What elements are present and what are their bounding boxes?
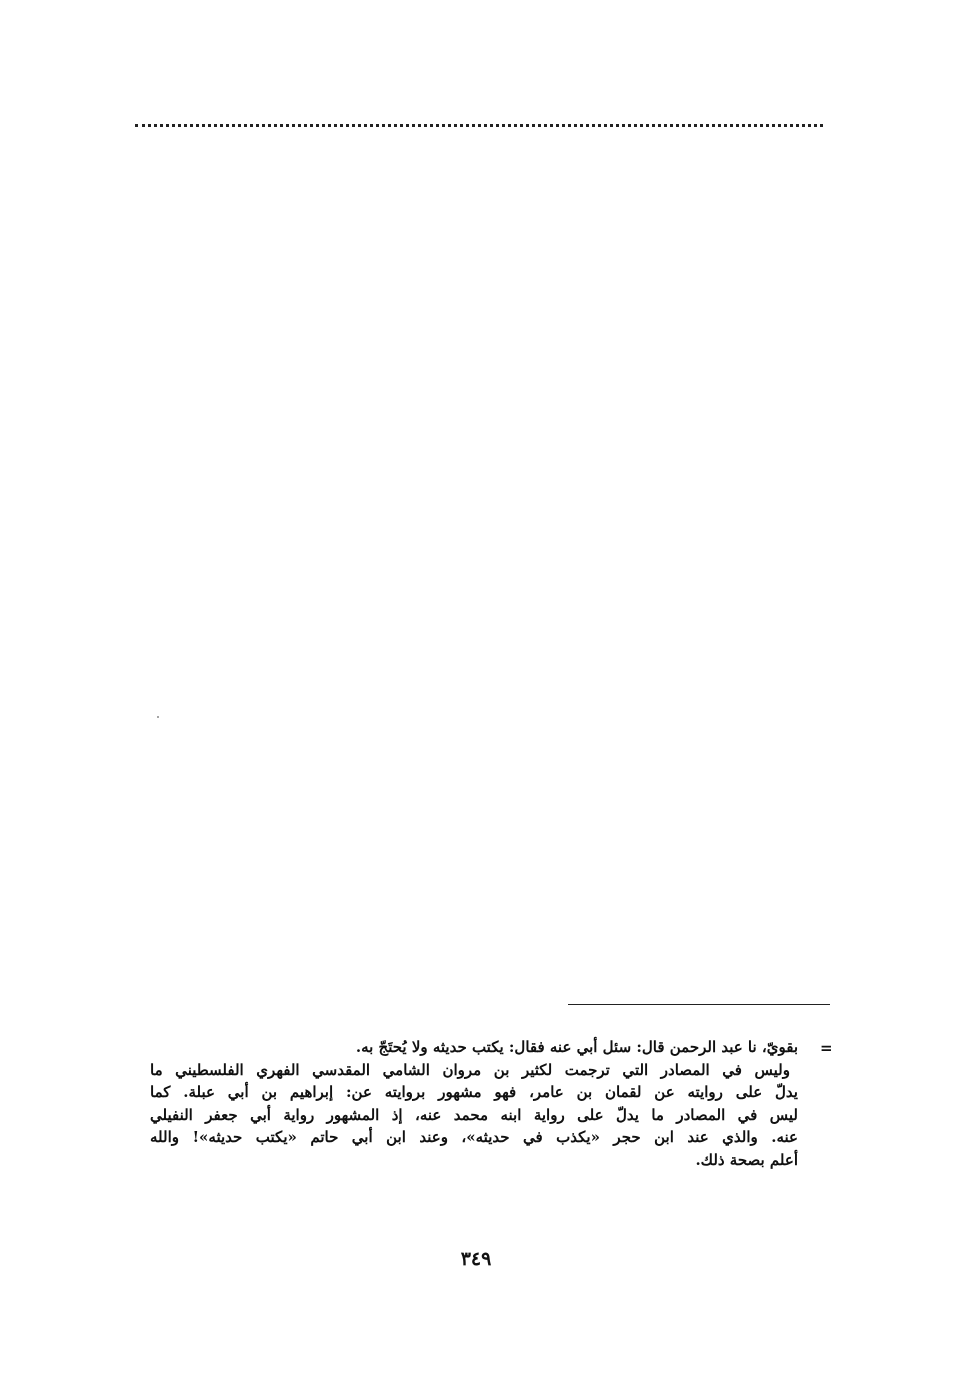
footnote-line: أعلم بصحة ذلك. (695, 1150, 798, 1169)
footnote-rule (568, 1004, 830, 1005)
footnote-line: ليس في المصادر ما يدلّ على رواية ابنه محمد عنه، إذ المشهور رواية أبي جعفر النفيلي (150, 1105, 798, 1124)
page-number: ٣٤٩ (460, 1248, 492, 1270)
dotted-separator (135, 124, 823, 127)
footnote-line: وليس في المصادر التي ترجمت لكثير بن مروان الشامي المقدسي الفهري الفلسطيني ما (150, 1060, 790, 1079)
footnote-line: عنه. والذي عند ابن حجر «يكذب في حديثه»، وعند ابن أبي حاتم «يكتب حديثه»! والله (150, 1128, 798, 1146)
footnote-line: يدلّ على روايته عن لقمان بن عامر، فهو مشهور بروايته عن: إبراهيم بن أبي عبلة. كما (150, 1083, 798, 1101)
footnote (150, 1036, 798, 1171)
continuation-marker: = (820, 1039, 833, 1057)
scan-speck (157, 716, 159, 718)
footnote-line: بقويّ، نا عبد الرحمن قال: سئل أبي عنه فقال: يكتب حديثه ولا يُحتَجّ به. (355, 1038, 798, 1056)
